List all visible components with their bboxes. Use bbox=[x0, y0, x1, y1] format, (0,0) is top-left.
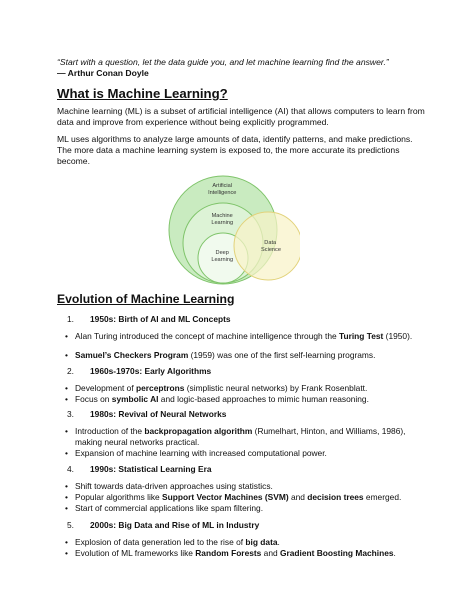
ai-label-1: Artificial bbox=[212, 183, 233, 189]
era-bullet: • Samuel’s Checkers Program (1959) was one of the first self-learning programs. bbox=[75, 350, 420, 361]
era-title: 1990s: Statistical Learning Era bbox=[90, 464, 212, 474]
era-number: 4. bbox=[67, 464, 74, 474]
dl-label-2: Learning bbox=[211, 257, 234, 263]
era-bullet: • Focus on symbolic AI and logic-based approaches to mimic human reasoning. bbox=[75, 394, 420, 405]
era-bullet: • Evolution of ML frameworks like Random Forests and Gradient Boosting Machines. bbox=[75, 548, 420, 559]
ml-label-1: Machine bbox=[211, 213, 233, 219]
era-bullet: • Expansion of machine learning with increased computational power. bbox=[75, 448, 420, 459]
era-number: 2. bbox=[67, 366, 74, 376]
intro-paragraph-1: Machine learning (ML) is a subset of artificial intelligence (AI) that allows computers to learn from data and improve from experience without being explicitly programmed. bbox=[57, 106, 425, 127]
era-bullet: • Introduction of the backpropagation algorithm (Rumelhart, Hinton, and Williams, 1986), making neural networks practical. bbox=[75, 426, 420, 447]
quote-author: — Arthur Conan Doyle bbox=[57, 68, 149, 78]
ml-label-2: Learning bbox=[211, 220, 234, 226]
era-bullet: • Shift towards data-driven approaches using statistics. bbox=[75, 481, 420, 492]
era-bullet: • Development of perceptrons (simplistic neural networks) by Frank Rosenblatt. bbox=[75, 383, 420, 394]
venn-diagram bbox=[168, 170, 300, 290]
era-title: 1980s: Revival of Neural Networks bbox=[90, 409, 227, 419]
quote-text: “Start with a question, let the data guide you, and let machine learning find the answer.” bbox=[57, 57, 389, 67]
era-title: 1960s-1970s: Early Algorithms bbox=[90, 366, 212, 376]
era-title: 2000s: Big Data and Rise of ML in Industry bbox=[90, 520, 260, 530]
dl-label-1: Deep bbox=[215, 250, 229, 256]
ds-label-1: Data bbox=[264, 240, 277, 246]
era-number: 1. bbox=[67, 314, 74, 324]
ai-label-2: Intelligence bbox=[208, 190, 237, 196]
intro-paragraph-2: ML uses algorithms to analyze large amounts of data, identify patterns, and make predictions. The more data a machine learning system is exposed to, the more accurate its predictions become. bbox=[57, 134, 413, 166]
era-bullet: • Popular algorithms like Support Vector Machines (SVM) and decision trees emerged. bbox=[75, 492, 420, 503]
page-title: What is Machine Learning? bbox=[57, 86, 228, 101]
era-number: 5. bbox=[67, 520, 74, 530]
era-bullet: • Alan Turing introduced the concept of machine intelligence through the Turing Test (1950). bbox=[75, 331, 420, 342]
era-title: 1950s: Birth of AI and ML Concepts bbox=[90, 314, 231, 324]
ds-circle bbox=[234, 212, 300, 280]
era-bullet: • Explosion of data generation led to the rise of big data. bbox=[75, 537, 420, 548]
ds-label-2: Science bbox=[261, 247, 281, 253]
era-number: 3. bbox=[67, 409, 74, 419]
era-bullet: • Start of commercial applications like spam filtering. bbox=[75, 503, 420, 514]
evolution-heading: Evolution of Machine Learning bbox=[57, 292, 235, 306]
